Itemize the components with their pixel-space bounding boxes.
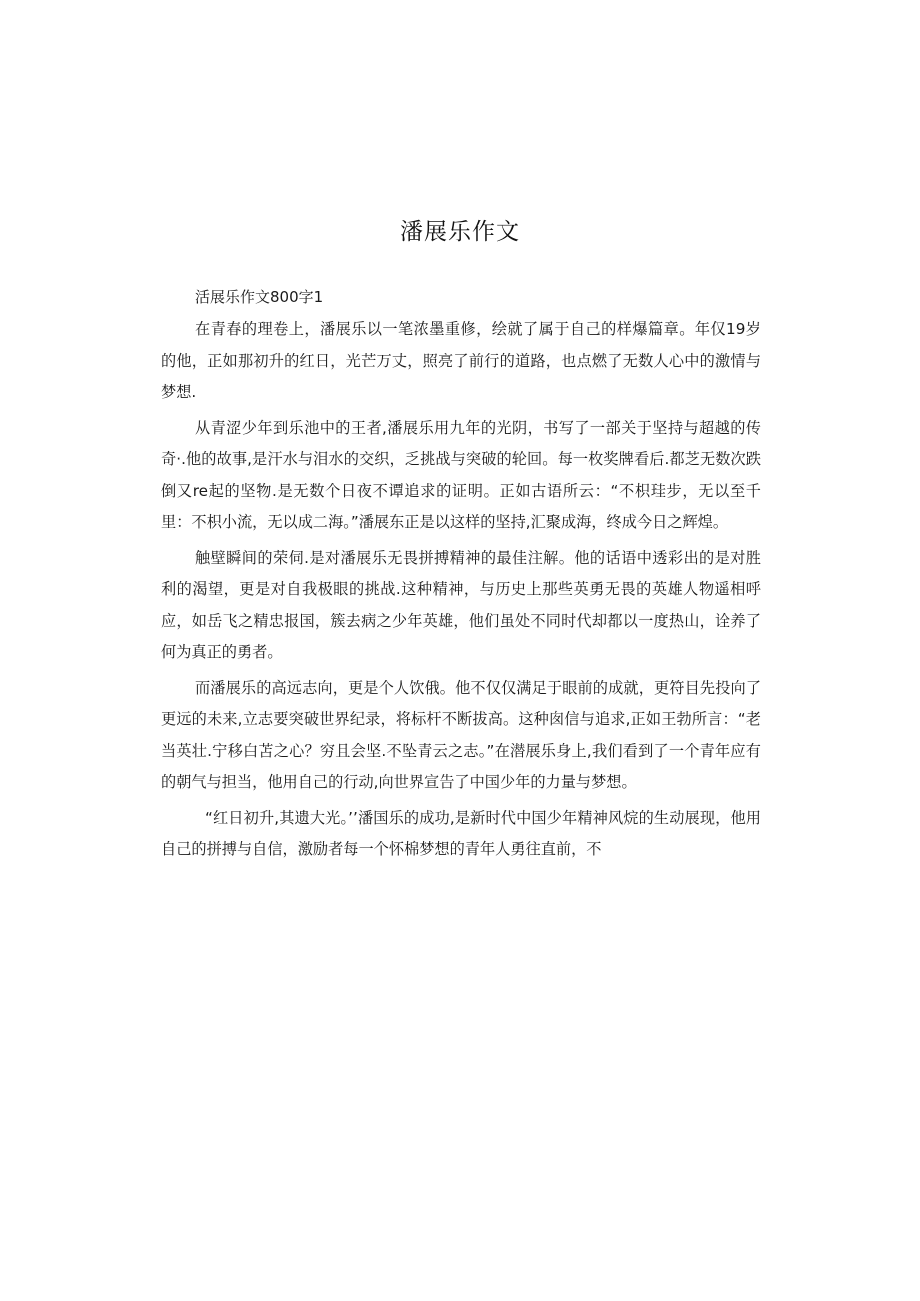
paragraph-3: 触壁瞬间的荣伺.是对潘展乐无畏拼搏精神的最佳注解。他的话语中透彩出的是对胜利的渴望，更是对自我极眼的挑战.这种精神，与历史上那些英勇无畏的英雄人物遥相呼应，如岳飞之精忠报国，簇去病之少年英雄，他们虽处不同时代却都以一度热山，诠养了何为真正的勇者。	[161, 548, 761, 661]
paragraph-5: “红日初升,其遗大光。’’潘国乐的成功,是新时代中国少年精神风烷的生动展现，他用自己的拼搏与自信，激励者每一个怀棉梦想的青年人勇往直前，不	[161, 808, 761, 858]
paragraph-2: 从青涩少年到乐池中的王者,潘展乐用九年的光阴，书写了一部关于坚持与超越的传奇·.他的故事,是汗水与泪水的交织，乏挑战与突破的轮回。每一枚奖牌看后.都芝无数次跌倒又re起的坚物.是无数个日夜不谭追求的证明。正如古语所云：“不枳珪步，无以至千里：不枳小流，无以成二海。”潘展东正是以这样的坚持,汇聚成海，终成今日之辉煌。	[161, 418, 761, 531]
paragraph-1: 在青春的理卷上，潘展乐以一笔浓墨重修，绘就了属于自己的样爆篇章。年仅19岁的他，正如那初升的红日，光芒万丈，照亮了前行的道路，也点燃了无数人心中的激情与梦想.	[161, 320, 761, 401]
document-title: 潘展乐作文	[400, 219, 520, 245]
document-subtitle: 活展乐作文800字1	[195, 288, 324, 306]
paragraph-4: 而潘展乐的高远志向，更是个人饮俄。他不仅仅满足于眼前的成就，更符目先投向了更远的未来,立志要突破世界纪录，将标杆不断拔高。这种囱信与追求,正如王勃所言：“老当英壮.宁移白苫之心？穷且会坚.不坠青云之志。”在潜展乐身上,我们看到了一个青年应有的朝气与担当，他用自己的行动,向世界宣告了中国少年的力量与梦想。	[161, 678, 761, 791]
document-body	[161, 284, 761, 870]
